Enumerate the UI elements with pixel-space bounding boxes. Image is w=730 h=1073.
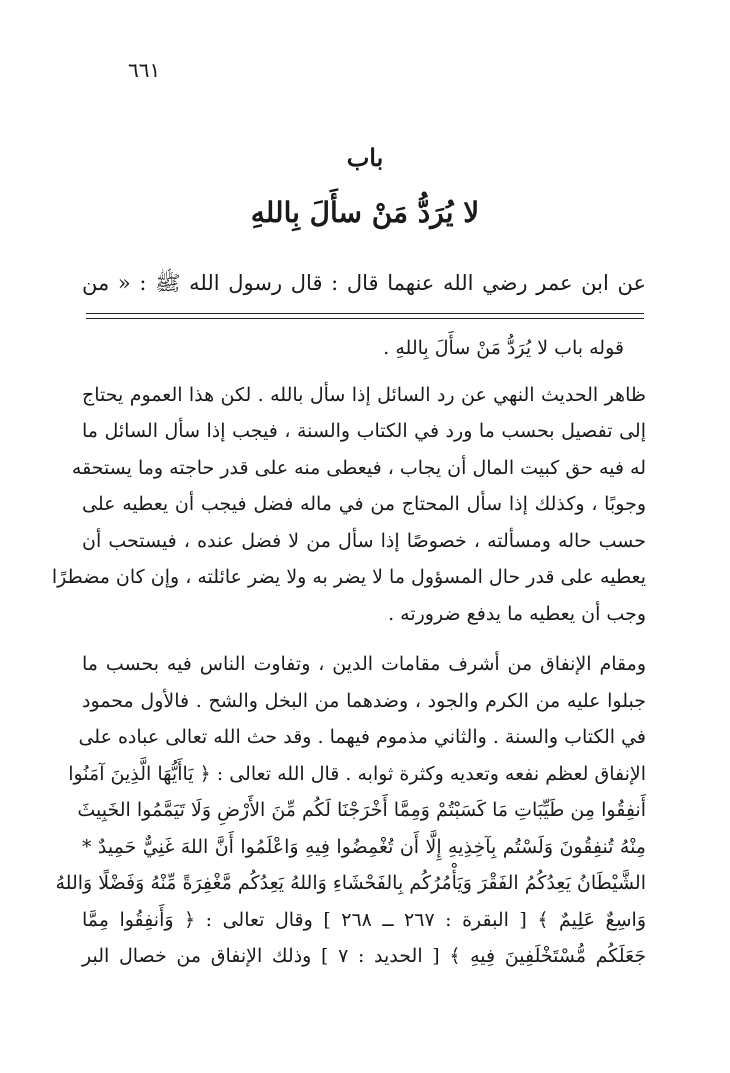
text-line: وجوبًا ، وكذلك إذا سأل المحتاج من في ماله فضل فيجب أن يعطيه على	[82, 493, 646, 515]
hadith-text: عن ابن عمر رضي الله عنهما قال : قال رسول الله ﷺ : « من	[82, 271, 646, 295]
text-line: مِنْهُ تُنفِقُونَ وَلَسْتُم بِآخِذِيهِ إِلَّا أَن تُغْمِضُوا فِيهِ وَاعْلَمُوا أَنَّ اللهَ غَنِيٌّ حَمِيدٌ *	[82, 835, 646, 858]
footnote-divider-bottom	[86, 318, 644, 319]
commentary-paragraph-1	[82, 330, 646, 367]
text-line: الشَّيْطَانُ يَعِدُكُمُ الفَقْرَ وَيَأْمُرُكُم بِالفَحْشَاءِ وَاللهُ يَعِدُكُم مَّغْفِرَةً مِّنْهُ وَفَضْلًا وَاللهُ	[55, 872, 646, 894]
text-line: أَنفِقُوا مِن طَيِّبَاتِ مَا كَسَبْتُمْ وَمِمَّا أَخْرَجْنَا لَكُم مِّنَ الأَرْضِ وَلَا تَيَمَّمُوا الخَبِيثَ	[77, 799, 646, 821]
footnote-divider-top	[86, 313, 644, 314]
text-line: وَاسِعٌ عَلِيمٌ ﴾ [ البقرة : ٢٦٧ ــ ٢٦٨ ] وقال تعالى : ﴿ وَأَنفِقُوا مِمَّا	[82, 908, 646, 931]
chapter-title: لا يُرَدُّ مَنْ سأَلَ بِاللهِ	[250, 196, 480, 229]
commentary-paragraph-2	[51, 377, 646, 633]
text-line: وجب أن يعطيه ما يدفع ضرورته .	[388, 602, 646, 625]
text-line: إلى تفصيل بحسب ما ورد في الكتاب والسنة ، فيجب إذا سأل السائل ما	[82, 420, 646, 442]
text-line: حسب حاله ومسألته ، خصوصًا إذا سأل من لا فضل عنده ، فيستحب أن	[82, 529, 646, 552]
text-line: ومقام الإنفاق من أشرف مقامات الدين ، وتفاوت الناس فيه بحسب ما	[82, 653, 646, 675]
text-line: جبلوا عليه من الكرم والجود ، وضدهما من البخل والشح . فالأول محمود	[82, 689, 646, 712]
text-line: ظاهر الحديث النهي عن رد السائل إذا سأل بالله . لكن هذا العموم يحتاج	[82, 383, 646, 406]
text-line: في الكتاب والسنة . والثاني مذموم فيهما . وقد حث الله تعالى عباده على	[78, 726, 646, 748]
text-line: جَعَلَكُم مُّسْتَخْلَفِينَ فِيهِ ﴾ [ الحديد : ٧ ] وذلك الإنفاق من خصال البر	[82, 945, 647, 967]
page-number: ٦٦١	[128, 58, 161, 82]
commentary-paragraph-3	[55, 646, 647, 975]
text-line: يعطيه على قدر حال المسؤول ما لا يضر به ولا يضر عائلته ، وإن كان مضطرًا	[51, 566, 646, 588]
text-line: الإنفاق لعظم نفعه وتعديه وكثرة ثوابه . قال الله تعالى : ﴿ يَاأَيُّهَا الَّذِينَ آمَنُوا	[68, 762, 646, 785]
text-line: قوله باب لا يُرَدُّ مَنْ سأَلَ بِاللهِ .	[383, 337, 624, 359]
text-line: له فيه حق كبيت المال أن يجاب ، فيعطى منه على قدر حاجته وما يستحقه	[71, 456, 646, 479]
commentary	[51, 330, 647, 975]
chapter-label: باب	[346, 143, 384, 172]
